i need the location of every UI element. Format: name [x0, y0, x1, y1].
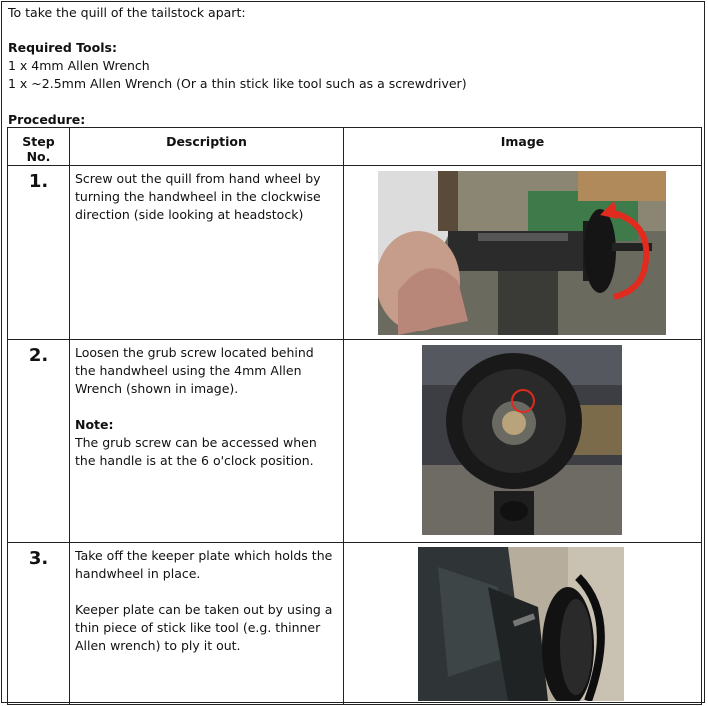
tool-item: 1 x ~2.5mm Allen Wrench (Or a thin stick like tool such as a screwdriver) — [8, 76, 467, 91]
table-row — [8, 340, 702, 543]
note-label: Note: — [75, 417, 114, 432]
tailstock-handwheel-photo — [378, 171, 666, 335]
step-description: Screw out the quill from hand wheel by turning the handwheel in the clockwise direction (side looking at headstock) — [70, 166, 344, 340]
tool-item: 1 x 4mm Allen Wrench — [8, 58, 150, 73]
handwheel-grub-screw-photo — [422, 345, 622, 535]
step-column-header: Step No. — [8, 128, 70, 166]
step-image-cell — [344, 340, 702, 543]
table-row — [8, 543, 702, 705]
tools-heading: Required Tools: — [8, 40, 117, 55]
note-text: The grub screw can be accessed when the handle is at the 6 o'clock position. — [75, 435, 317, 468]
keeper-plate-photo — [418, 547, 624, 701]
table-header-row — [8, 128, 702, 166]
step-description: Take off the keeper plate which holds the handwheel in place. Keeper plate can be taken out by using a thin piece of stick like tool (e.g. thinner Allen wrench) to ply it out. — [70, 543, 344, 705]
step-number: 2. — [8, 340, 70, 543]
intro-text: To take the quill of the tailstock apart: — [8, 5, 246, 20]
step-description: Loosen the grub screw located behind the handwheel using the 4mm Allen Wrench (shown in image). Note: The grub screw can be accessed when the handle is at the 6 o'clock position. — [70, 340, 344, 543]
step-number: 3. — [8, 543, 70, 705]
table-row — [8, 166, 702, 340]
step-image-cell — [344, 543, 702, 705]
step-image-cell — [344, 166, 702, 340]
step-number: 1. — [8, 166, 70, 340]
procedure-table — [7, 127, 702, 705]
image-column-header: Image — [344, 128, 702, 166]
description-column-header: Description — [70, 128, 344, 166]
procedure-heading: Procedure: — [8, 112, 86, 127]
